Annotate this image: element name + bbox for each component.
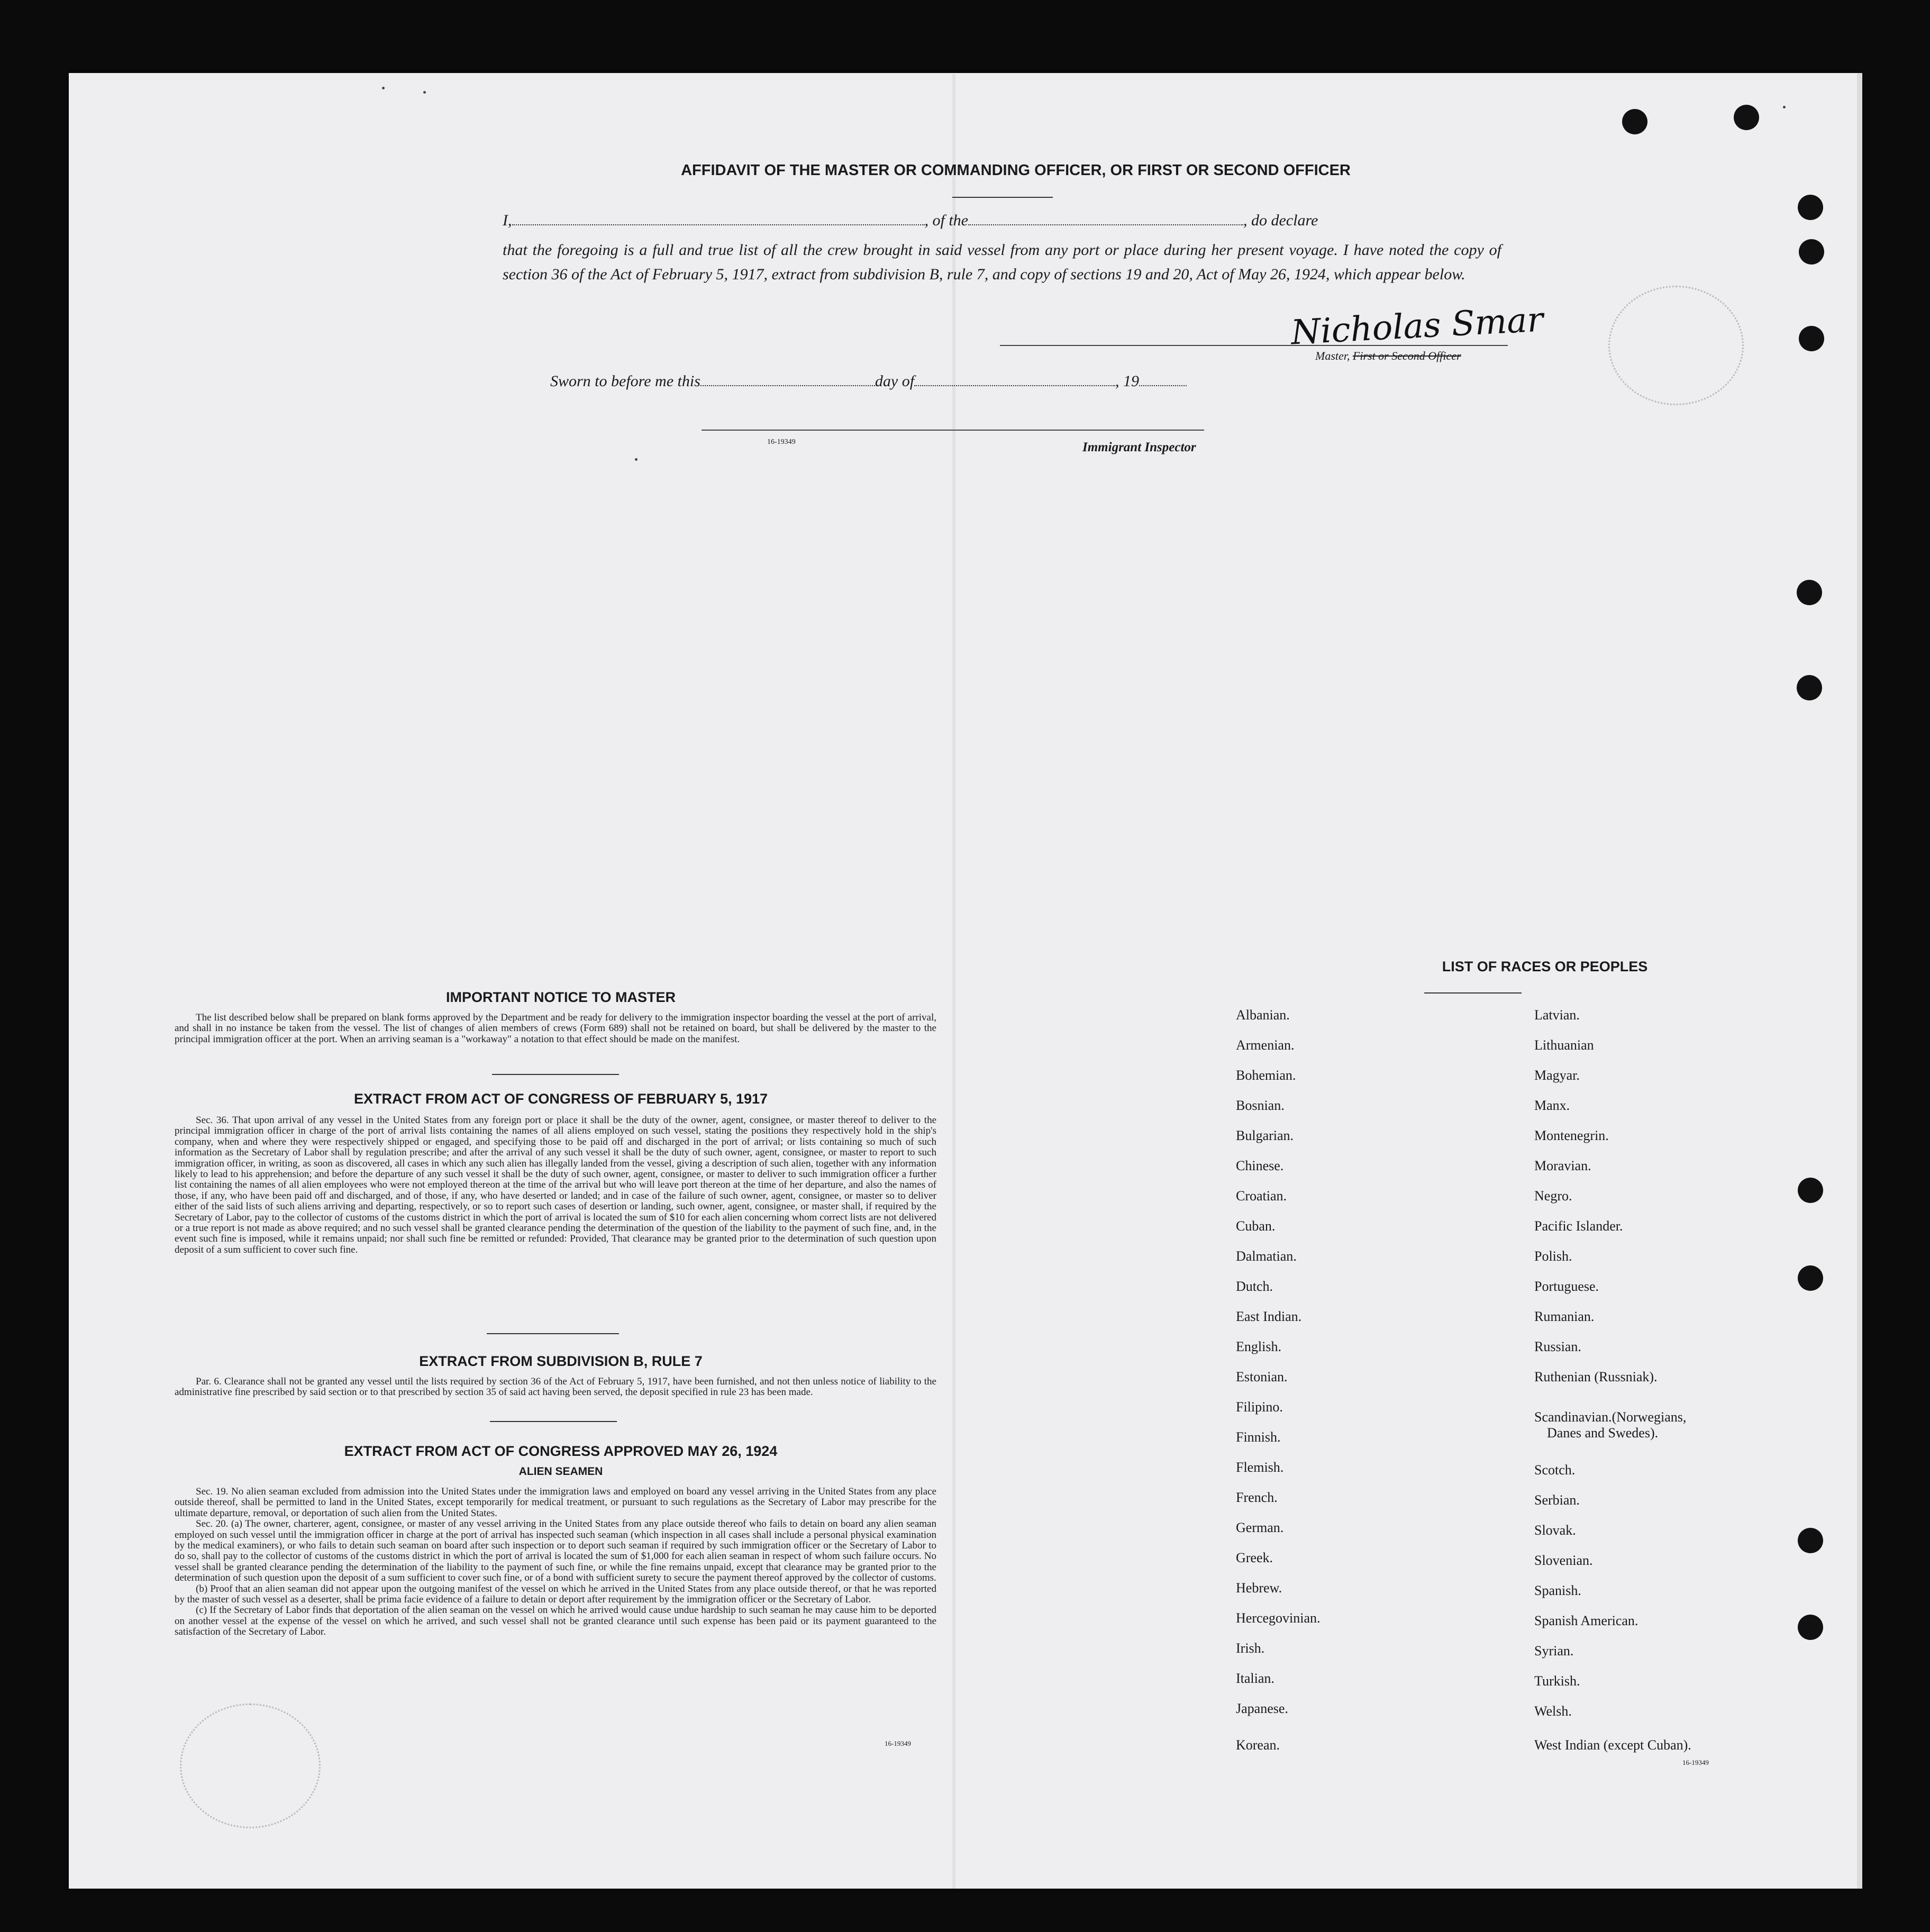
divider <box>492 1074 619 1075</box>
punch-hole <box>1798 1178 1823 1203</box>
race-item: Bohemian. <box>1236 1068 1296 1083</box>
master-label: Master, <box>1315 349 1350 362</box>
extract-1924-title: EXTRACT FROM ACT OF CONGRESS APPROVED MAY 26, 1924 <box>344 1443 778 1459</box>
punch-hole <box>1797 580 1822 605</box>
races-title: LIST OF RACES OR PEOPLES <box>1442 959 1648 974</box>
alien-seamen-subtitle: ALIEN SEAMEN <box>518 1465 603 1478</box>
race-item: Dalmatian. <box>1236 1248 1297 1264</box>
inspector-line <box>702 430 1204 431</box>
race-item: Spanish. <box>1534 1583 1581 1598</box>
affidavit-title: AFFIDAVIT OF THE MASTER OR COMMANDING OFFICER, OR FIRST OR SECOND OFFICER <box>681 162 1351 179</box>
speck <box>423 91 426 94</box>
notice-paragraph: The list described below shall be prepared on blank forms approved by the Department and be ready for delivery to the immigration inspector boarding the vessel at the port of arrival, and shall in no instance be taken from the vessel. The list of changes of alien members of crews (Form 689) shall not be retained on board, but shall be delivered by the master to the principal immigration officer at the port. When an arriving seaman is a "workaway" a notation to that effect should be made on the manifest. <box>175 1012 936 1045</box>
vessel-field[interactable] <box>968 224 1243 225</box>
race-item: Dutch. <box>1236 1279 1273 1294</box>
race-item: Russian. <box>1534 1339 1581 1354</box>
race-item: Ruthenian (Russniak). <box>1534 1369 1658 1384</box>
race-item: Syrian. <box>1534 1643 1574 1658</box>
race-item: Bosnian. <box>1236 1098 1285 1113</box>
race-item: Negro. <box>1534 1188 1572 1204</box>
faded-stamp <box>1608 286 1744 405</box>
race-item: Flemish. <box>1236 1460 1284 1475</box>
race-item: Greek. <box>1236 1550 1273 1565</box>
sec-20a-paragraph: Sec. 20. (a) The owner, charterer, agent, consignee, or master of any vessel arriving in the United States from any place outside thereof who fails to detain on board any alien seaman employed on such vessel until the immigration officer in charge at the port of arrival has inspected such seaman (which inspection in all cases shall include a personal physical examination by the medical examiners), or who fails to detain such seaman on board after such inspection or to deport such seaman if required by such immigration officer or the Secretary of Labor to do so, shall pay to the collector of customs of the customs district in which the port of arrival is located the sum of $1,000 for each alien seaman in respect of whom such failure occurs. No vessel shall be granted clearance pending the determination of the liability to the payment of such fine, or while the fine remains unpaid, except that clearance may be granted prior to the determination of such question upon the deposit of a sum sufficient to cover such fine, or of a bond with sufficient surety to secure the payment thereof approved by the collector of customs. <box>175 1518 936 1584</box>
race-item: Filipino. <box>1236 1399 1283 1415</box>
race-item: Korean. <box>1236 1737 1280 1753</box>
punch-hole <box>1798 1528 1823 1553</box>
race-item: Serbian. <box>1534 1492 1580 1508</box>
race-item: Pacific Islander. <box>1534 1218 1623 1234</box>
race-item: Scotch. <box>1534 1462 1576 1478</box>
par-6-paragraph: Par. 6. Clearance shall not be granted any vessel until the lists required by section 36 of the Act of February 5, 1917, have been furnished, and not then unless notice of liability to the administrative fine prescribed by said section or to that prescribed by section 35 of said act having been served, the deposit specified in rule 23 has been made. <box>175 1376 936 1398</box>
divider <box>952 197 1053 198</box>
speck <box>382 87 385 89</box>
punch-hole <box>1799 239 1824 265</box>
race-item: Moravian. <box>1534 1158 1591 1173</box>
sec-36-paragraph: Sec. 36. That upon arrival of any vessel in the United States from any foreign port or place it shall be the duty of the owner, agent, consignee, or master thereof to deliver to the principal immigration officer in charge of the port of arrival lists containing the names of all aliens employed on such vessel, stating the positions they respectively hold in the ship's company, when and where they were respectively shipped or engaged, and specifying those to be paid off and discharged in the port of arrival; or lists containing so much of such information as the Secretary of Labor shall by regulation prescribe; and after the arrival of any such vessel it shall be the duty of such owner, agent, consignee, or master to report to such immigration officer, in writing, as soon as discovered, all cases in which any such alien has illegally landed from the vessel, giving a description of such alien, together with any information likely to lead to his apprehension; and before the departure of any such vessel it shall be the duty of such owner, agent, consignee, or master to deliver to such immigration officer a further list containing the names of all alien employees who were not employed thereon at the time of the arrival but who will leave port thereon at the time of her departure, and also the names of those, if any, who have been paid off and discharged, and of those, if any, who have deserted or landed; and in case of the failure of such owner, agent, consignee, or master so to deliver either of the said lists of such aliens arriving and departing, respectively, or so to report such cases of desertion or landing, such owner, agent, consignee, or master shall, if required by the Secretary of Labor, pay to the collector of customs of the customs district in which the port of arrival is located the sum of $10 for each alien concerning whom correct lists are not delivered or a true report is not made as above required; and no such vessel shall be granted clearance pending the determination of the question of the liability to the payment of such fine, and, in the event such fine is imposed, while it remains unpaid; nor shall such fine be remitted or refunded: Provided, That clearance may be granted prior to the determination of such question upon deposit of a sum sufficient to cover such fine. <box>175 1115 936 1255</box>
race-item: Cuban. <box>1236 1218 1276 1234</box>
speck <box>635 458 638 461</box>
of-the-label: , of the <box>924 212 968 229</box>
race-item: Croatian. <box>1236 1188 1287 1204</box>
race-item: Welsh. <box>1534 1703 1572 1719</box>
sec-19-paragraph: Sec. 19. No alien seaman excluded from admission into the United States under the immigration laws and employed on board any vessel arriving in the United States from any place outside thereof, shall be permitted to land in the United States, except temporarily for medical treatment, or pursuant to such regulations as the Secretary of Labor may prescribe for the ultimate departure, removal, or deportation of such alien from the United States. <box>175 1486 936 1519</box>
race-item: Slovenian. <box>1534 1553 1593 1568</box>
race-item: German. <box>1236 1520 1284 1535</box>
year-field[interactable] <box>1139 385 1187 386</box>
race-item: Irish. <box>1236 1641 1265 1656</box>
page-edge <box>1857 73 1862 1889</box>
extract-1917-title: EXTRACT FROM ACT OF CONGRESS OF FEBRUARY 5, 1917 <box>353 1091 768 1107</box>
race-item: Danes and Swedes). <box>1547 1425 1659 1441</box>
notice-text <box>175 1013 936 1045</box>
race-item: French. <box>1236 1490 1278 1505</box>
speck <box>1783 106 1786 108</box>
race-item: Bulgarian. <box>1236 1128 1294 1143</box>
struck-officer-label: First or Second Officer <box>1352 349 1461 362</box>
affidavit-body: that the foregoing is a full and true list of all the crew brought in said vessel from any port or place during her present voyage. I have noted the copy of section 36 of the Act of February 5, 1917, extract from subdivision B, rule 7, and copy of sections 19 and 20, Act of May 26, 1924, which appear below. <box>503 241 1501 283</box>
faded-stamp <box>180 1703 321 1828</box>
race-item: Montenegrin. <box>1534 1128 1609 1143</box>
race-item: Turkish. <box>1534 1673 1580 1689</box>
i-label: I, <box>503 212 512 229</box>
subdivision-b-text <box>175 1377 936 1398</box>
affidavit-form-number: 16-19349 <box>767 438 796 446</box>
punch-hole <box>1798 195 1823 220</box>
name-field[interactable] <box>512 224 925 225</box>
do-declare-label: , do declare <box>1243 212 1318 229</box>
race-item: Italian. <box>1236 1671 1274 1686</box>
master-signature: Nicholas Smar <box>1290 300 1544 353</box>
race-item: Polish. <box>1534 1248 1572 1264</box>
race-item: Spanish American. <box>1534 1613 1638 1628</box>
race-item: Armenian. <box>1236 1037 1295 1053</box>
race-item: Magyar. <box>1534 1068 1580 1083</box>
extract-form-number: 16-19349 <box>885 1739 911 1747</box>
race-item: Slovak. <box>1534 1523 1576 1538</box>
race-item: Manx. <box>1534 1098 1570 1113</box>
divider <box>1424 992 1522 994</box>
divider <box>487 1333 619 1334</box>
race-item: Chinese. <box>1236 1158 1284 1173</box>
signer-title <box>1315 349 1461 363</box>
page-fold <box>952 74 955 1889</box>
race-item: Lithuanian <box>1534 1037 1594 1053</box>
race-item: West Indian (except Cuban). <box>1534 1737 1691 1753</box>
races-form-number: 16-19349 <box>1682 1758 1709 1766</box>
sec-20b-paragraph: (b) Proof that an alien seaman did not appear upon the outgoing manifest of the vessel on which he arrived in the United States from any place outside thereof, or that he was reported by the master of such vessel as a deserter, shall be prima facie evidence of a failure to detain or deport after requirement by the immigration officer or the Secretary of Labor. <box>175 1583 936 1606</box>
punch-hole <box>1798 1615 1823 1640</box>
sworn-label: Sworn to before me this <box>550 372 700 390</box>
punch-hole <box>1797 675 1822 700</box>
race-item: Estonian. <box>1236 1369 1288 1384</box>
extract-1924-text <box>175 1487 936 1638</box>
race-item: Rumanian. <box>1534 1309 1595 1324</box>
punch-hole <box>1798 1265 1823 1291</box>
affidavit-declaration-line <box>503 212 1503 230</box>
race-item: Hercegovinian. <box>1236 1610 1321 1626</box>
subdivision-b-title: EXTRACT FROM SUBDIVISION B, RULE 7 <box>419 1353 703 1369</box>
race-item: Hebrew. <box>1236 1580 1282 1596</box>
inspector-label: Immigrant Inspector <box>1082 440 1196 454</box>
race-item: English. <box>1236 1339 1281 1354</box>
race-item: Finnish. <box>1236 1429 1281 1445</box>
day-of-label: day of <box>875 372 915 390</box>
race-item: Portuguese. <box>1534 1279 1599 1294</box>
month-field[interactable] <box>914 385 1115 386</box>
race-item: Japanese. <box>1236 1701 1288 1716</box>
sworn-line <box>550 372 1187 390</box>
year-label: , 19 <box>1115 372 1140 390</box>
day-field[interactable] <box>700 385 875 386</box>
punch-hole <box>1799 326 1824 351</box>
notice-title: IMPORTANT NOTICE TO MASTER <box>446 989 676 1005</box>
punch-hole <box>1622 109 1647 134</box>
sec-20c-paragraph: (c) If the Secretary of Labor finds that deportation of the alien seaman on the vessel on which he arrived would cause undue hardship to such seaman he may cause him to be deported on another vessel at the expense of the vessel on which he arrived, and such vessel shall not be granted clearance until such expense has been paid or its payment guaranteed to the satisfaction of the Secretary of Labor. <box>175 1605 936 1638</box>
race-item: Scandinavian.(Norwegians, <box>1534 1409 1687 1425</box>
punch-hole <box>1734 105 1759 130</box>
race-item: East Indian. <box>1236 1309 1302 1324</box>
race-item: Albanian. <box>1236 1007 1290 1023</box>
extract-1917-text <box>175 1115 936 1255</box>
race-item: Latvian. <box>1534 1007 1580 1023</box>
divider <box>490 1421 617 1422</box>
